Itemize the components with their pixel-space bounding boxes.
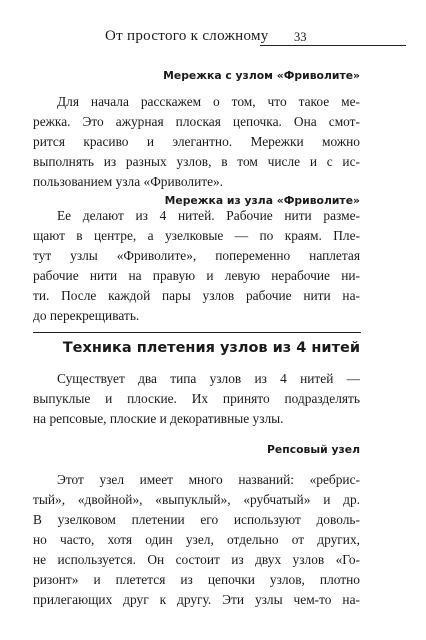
text-line: до перекрещивать. (33, 308, 140, 323)
text-line: выпуклые и плоские. Их принято подразделять (33, 391, 360, 406)
text-line: тый», «двойной», «выпуклый», «рубчатый» и др. (33, 492, 360, 507)
text-line: ризонт» и плетется из цепочки узлов, плотно (33, 572, 360, 587)
text-line: В узелковом плетении его используют доволь- (33, 512, 360, 527)
header-rule (260, 45, 406, 46)
section-heading-merezhka-frivolite: Мережка с узлом «Фриволите» (163, 69, 360, 82)
running-title: От простого к сложному (105, 28, 269, 44)
text-line: пользованием узла «Фриволите». (33, 174, 224, 189)
running-header (105, 22, 406, 46)
text-line: на репсовые, плоские и декоративные узлы. (33, 411, 284, 426)
text-line: рится красиво и элегантно. Мережки можно (33, 134, 360, 149)
paragraph-merezhka-method (33, 206, 360, 326)
text-line: рабочие нити на правую и левую нерабочие ни- (33, 268, 360, 283)
paragraph-knot-types (33, 369, 360, 429)
text-line: тут узлы «Фриволите», попеременно наплетая (33, 248, 360, 263)
text-line: Существует два типа узлов из 4 нитей — (57, 371, 360, 386)
text-line: режка. Это ажурная плоская цепочка. Она смот- (33, 114, 360, 129)
section-heading-repsovyi-uzel: Репсовый узел (267, 443, 360, 456)
page-number: 33 (294, 30, 307, 44)
section-heading-merezhka-iz-uzla: Мережка из узла «Фриволите» (164, 194, 360, 207)
text-line: ти. После каждой пары узлов рабочие нити на- (33, 288, 360, 303)
text-line: но часто, хотя один узел, отдельно от других, (33, 532, 360, 547)
chapter-rule (33, 332, 361, 333)
chapter-heading: Техника плетения узлов из 4 нитей (62, 340, 360, 356)
text-line: выполнять из разных узлов, в том числе и с ис- (33, 154, 360, 169)
text-line: Этот узел имеет много названий: «ребрис- (57, 472, 360, 487)
text-line: Для начала расскажем о том, что такое ме- (57, 94, 360, 109)
text-line: прилегающих друг к другу. Эти узлы чем-то на- (33, 592, 360, 607)
text-line: щают в центре, а узелковые — по краям. Пле- (33, 228, 360, 243)
paragraph-repsovyi-uzel (33, 470, 360, 610)
text-line: Ее делают из 4 нитей. Рабочие нити разме- (57, 208, 360, 223)
text-line: не используется. Он состоит из двух узлов «Го- (33, 552, 360, 567)
paragraph-merezhka-intro (33, 92, 360, 192)
